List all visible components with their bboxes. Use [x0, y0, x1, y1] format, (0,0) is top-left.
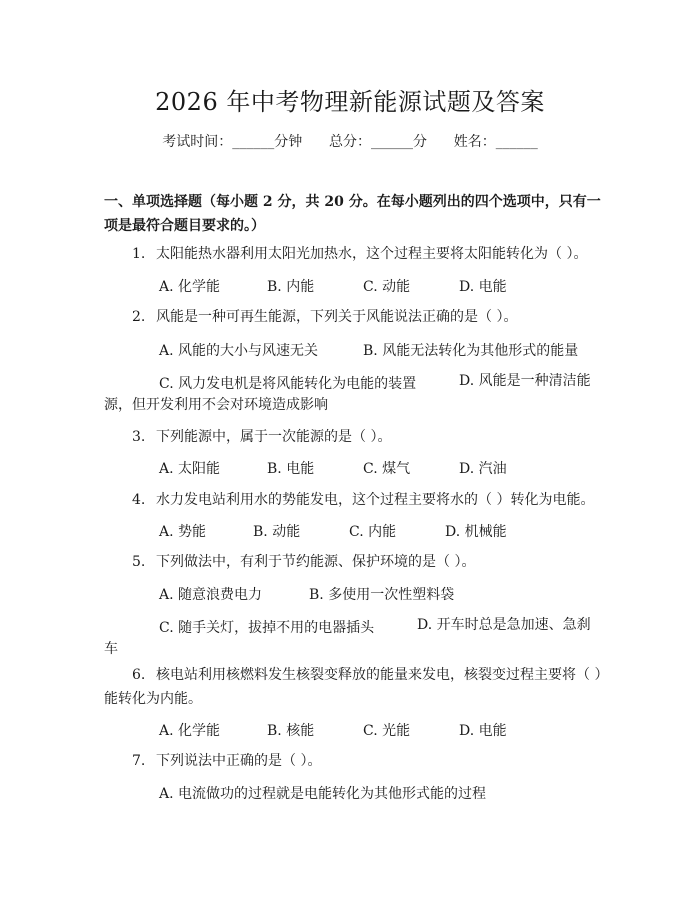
section-heading: 一、单项选择题（每小题 2 分，共 20 分。在每小题列出的四个选项中，只有一项是最符合题目要求的。） [104, 194, 601, 234]
option-b[interactable]: B. 多使用一次性塑料袋 [309, 587, 455, 603]
question-number: 7. [132, 753, 146, 769]
question-text: 下列说法中正确的是（ ）。 [156, 753, 322, 769]
question-text: 水力发电站利用水的势能发电，这个过程主要将水的（ ）转化为电能。 [156, 492, 595, 508]
option-a[interactable]: A. 化学能 [159, 279, 221, 295]
option-b[interactable]: B. 风能无法转化为其他形式的能量 [363, 343, 579, 359]
question-5 [104, 549, 604, 575]
question-text: 核电站利用核燃料发生核裂变释放的能量来发电，核裂变过程主要将（ ）能转化为内能。 [104, 667, 602, 707]
question-number: 6. [132, 667, 146, 683]
page-title: 2026 年中考物理新能源试题及答案 [155, 88, 545, 116]
option-b[interactable]: B. 内能 [267, 279, 315, 295]
option-d[interactable]: D. 电能 [459, 723, 507, 739]
question-number: 4. [132, 492, 146, 508]
option-c[interactable]: C. 煤气 [363, 461, 411, 477]
question-text: 太阳能热水器利用太阳光加热水，这个过程主要将太阳能转化为（ ）。 [156, 246, 588, 262]
question-text: 下列能源中，属于一次能源的是（ ）。 [156, 429, 392, 445]
question-4 [104, 487, 604, 513]
option-a[interactable]: A. 随意浪费电力 [159, 587, 263, 603]
exam-info-line: 考试时间：______分钟 总分：______分 姓名：______ [162, 134, 538, 150]
option-d[interactable]: D. 开车时总是急加速、急刹车 [104, 617, 591, 657]
option-d-block [104, 369, 604, 417]
option-a[interactable]: A. 化学能 [159, 723, 221, 739]
option-d[interactable]: D. 汽油 [459, 461, 507, 477]
option-c[interactable]: C. 动能 [363, 279, 411, 295]
option-a[interactable]: A. 太阳能 [159, 461, 221, 477]
option-d[interactable]: D. 电能 [459, 279, 507, 295]
option-b[interactable]: B. 电能 [267, 461, 315, 477]
question-number: 2. [132, 309, 146, 325]
question-number: 3. [132, 429, 146, 445]
option-c[interactable]: C. 风力发电机是将风能转化为电能的装置 [159, 376, 417, 392]
option-d[interactable]: D. 风能是一种清洁能源，但开发利用不会对环境造成影响 [104, 373, 591, 413]
question-2 [104, 304, 604, 330]
option-a[interactable]: A. 势能 [159, 524, 207, 540]
option-b[interactable]: B. 核能 [267, 723, 315, 739]
option-a[interactable]: A. 风能的大小与风速无关 [159, 343, 319, 359]
question-number: 1. [132, 246, 146, 262]
question-3 [104, 424, 604, 450]
question-text: 下列做法中，有利于节约能源、保护环境的是（ ）。 [156, 554, 476, 570]
option-d-block [104, 613, 604, 661]
question-text: 风能是一种可再生能源，下列关于风能说法正确的是（ ）。 [156, 309, 518, 325]
option-c[interactable]: C. 随手关灯，拔掉不用的电器插头 [159, 620, 375, 636]
option-d[interactable]: D. 机械能 [445, 524, 507, 540]
option-b[interactable]: B. 动能 [253, 524, 301, 540]
question-7 [104, 748, 604, 774]
question-6 [104, 663, 604, 711]
question-1 [104, 241, 604, 267]
option-c[interactable]: C. 内能 [349, 524, 397, 540]
option-a[interactable]: A. 电流做功的过程就是电能转化为其他形式能的过程 [159, 786, 487, 802]
option-c[interactable]: C. 光能 [363, 723, 411, 739]
question-number: 5. [132, 554, 146, 570]
